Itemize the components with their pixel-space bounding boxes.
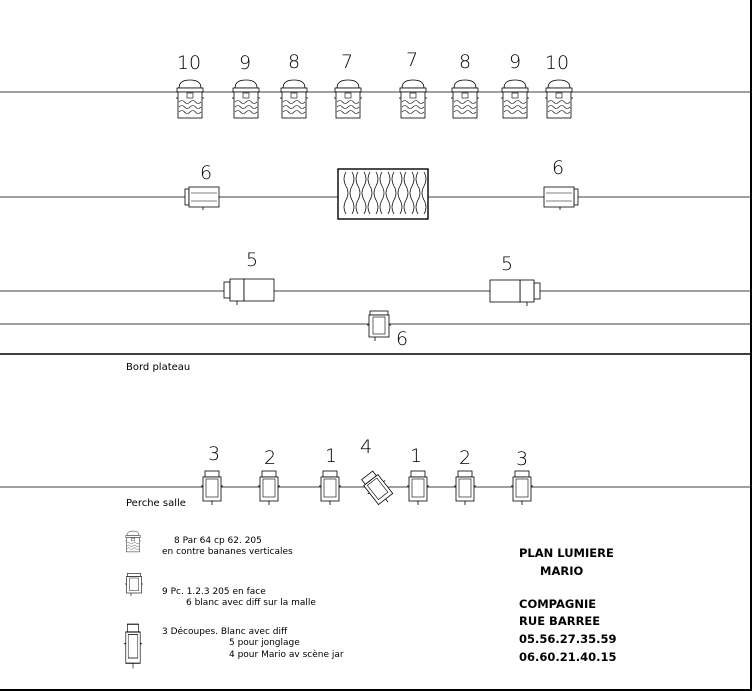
profile-fixture (490, 280, 540, 306)
par64-fixture (232, 80, 260, 118)
profile-fixture (319, 471, 341, 505)
pc-fixture (367, 311, 391, 341)
fixture-number: 7 (340, 51, 354, 73)
legend-line: 3 Découpes. Blanc avec diff (162, 627, 288, 637)
fresnel-icon (125, 574, 143, 597)
fixture-number: 3 (207, 443, 221, 465)
profile-fixture (454, 471, 476, 505)
company-line: COMPAGNIE (519, 597, 597, 611)
legend-line: en contre bananes verticales (162, 547, 293, 558)
profile-fixture (358, 469, 396, 509)
pc-fixture (544, 187, 578, 210)
profile-icon (124, 624, 142, 668)
profile-fixture (224, 279, 274, 305)
fixture-number: 2 (458, 447, 472, 469)
fixture-number: 9 (238, 52, 252, 74)
legend-line: 5 pour jonglage (229, 638, 300, 649)
profile-fixture (201, 471, 223, 505)
fixture-number: 8 (458, 51, 472, 73)
fixture-number: 7 (405, 49, 419, 71)
fixture-number: 6 (551, 157, 565, 179)
company-line: 05.56.27.35.59 (519, 632, 617, 646)
profile-fixture (258, 471, 280, 505)
profile-fixture (407, 471, 429, 505)
fixture-number: 6 (199, 162, 213, 184)
stage-edge-label: Bord plateau (126, 362, 191, 373)
par64-icon (125, 531, 140, 552)
plan-title: PLAN LUMIERE (519, 546, 614, 560)
profile-fixture (511, 471, 533, 505)
fixture-number: 10 (544, 52, 570, 74)
house-bar-label: Perche salle (126, 498, 186, 509)
fixture-number: 10 (176, 52, 202, 74)
fixture-number: 9 (508, 51, 522, 73)
legend-line: 6 blanc avec diff sur la malle (186, 598, 316, 609)
plan-subtitle: MARIO (540, 564, 584, 578)
par64-fixture (176, 80, 204, 118)
par64-fixture (451, 80, 479, 118)
legend-text (162, 536, 293, 559)
legend-line: 8 Par 64 cp 62. 205 (174, 536, 262, 546)
pc-fixture (185, 187, 219, 210)
par64-fixture (280, 80, 308, 118)
legend-line: 4 pour Mario av scène jar (229, 649, 344, 660)
fixture-number: 4 (359, 436, 373, 458)
banana-backdrop (338, 169, 428, 219)
legend-text (162, 587, 316, 610)
fixture-number: 5 (500, 253, 514, 275)
par64-fixture (501, 80, 529, 118)
fixture-number: 1 (409, 445, 423, 467)
company-line: RUE BARREE (519, 614, 601, 628)
fixture-number: 3 (515, 448, 529, 470)
fixture-number: 1 (324, 445, 338, 467)
par64-fixture (334, 80, 362, 118)
par64-fixture (545, 80, 573, 118)
par64-fixture (399, 80, 427, 118)
company-line: 06.60.21.40.15 (519, 650, 617, 664)
legend-text (162, 627, 344, 661)
legend-line: 9 Pc. 1.2.3 205 en face (162, 587, 266, 597)
fixture-number: 5 (245, 249, 259, 271)
fixture-number: 6 (395, 328, 409, 350)
fixture-number: 2 (263, 447, 277, 469)
fixture-number: 8 (287, 51, 301, 73)
